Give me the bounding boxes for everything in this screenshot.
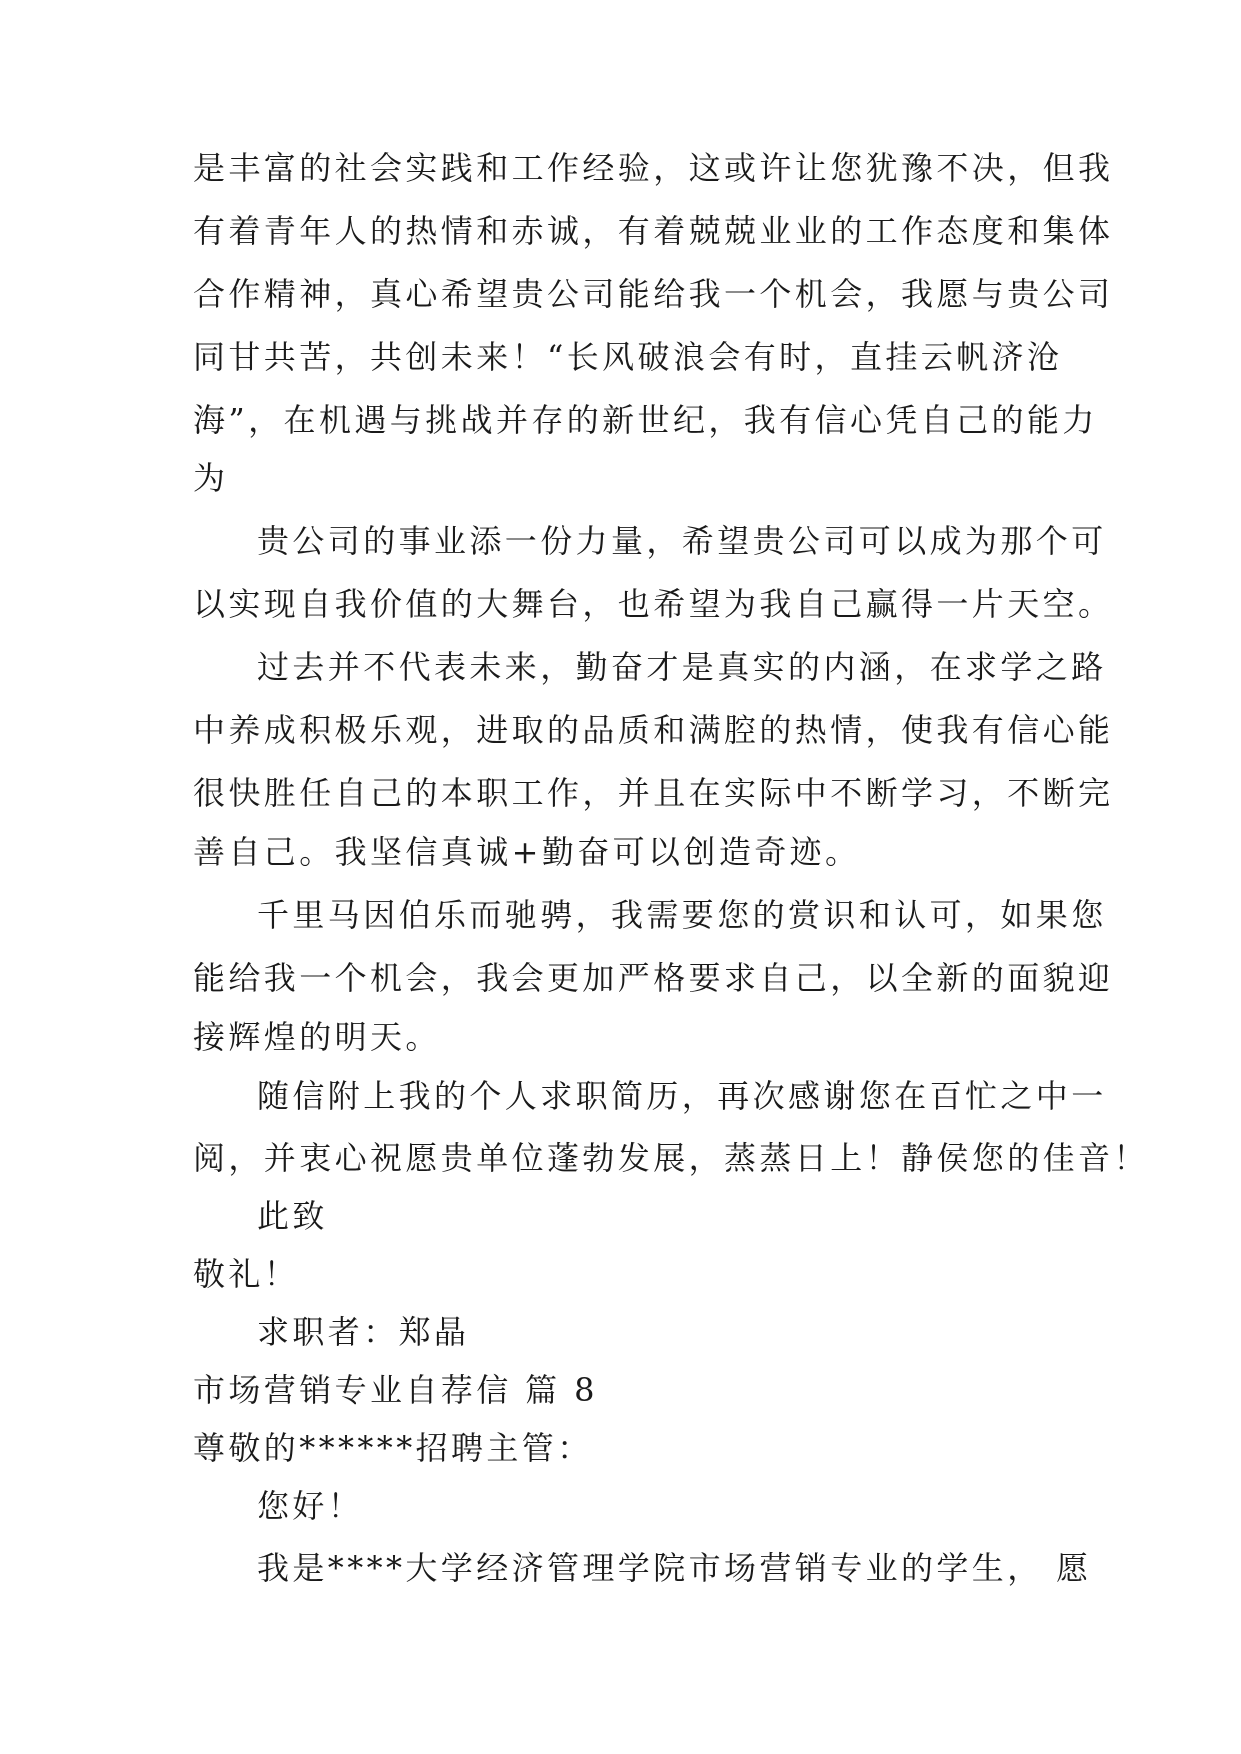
text-line: 接辉煌的明天。 [193,1018,441,1056]
text-line: 以实现自我价值的大舞台，也希望为我自己赢得一片天空。 [193,585,1114,623]
text-line: 随信附上我的个人求职简历，再次感谢您在百忙之中一 [257,1077,1107,1115]
text-line: 能给我一个机会，我会更加严格要求自己，以全新的面貌迎 [193,959,1114,997]
text-line: 千里马因伯乐而驰骋，我需要您的赏识和认可，如果您 [257,896,1107,934]
section-title: 市场营销专业自荐信 篇 8 [193,1371,598,1409]
text-line: 海”，在机遇与挑战并存的新世纪，我有信心凭自己的能力 [193,401,1098,439]
text-line: 很快胜任自己的本职工作，并且在实际中不断学习，不断完 [193,774,1114,812]
closing-regards: 敬礼！ [193,1255,300,1293]
text-line: 我是****大学经济管理学院市场营销专业的学生， 愿 [257,1549,1092,1587]
signature-line: 求职者：郑晶 [257,1313,470,1351]
text-line: 善自己。我坚信真诚+勤奋可以创造奇迹。 [193,833,861,871]
greeting-line: 您好！ [257,1487,364,1525]
text-line: 有着青年人的热情和赤诚，有着兢兢业业的工作态度和集体 [193,212,1114,250]
text-line: 阅，并衷心祝愿贵单位蓬勃发展，蒸蒸日上！静侯您的佳音！ [193,1139,1149,1177]
text-line: 过去并不代表未来，勤奋才是真实的内涵，在求学之路 [257,648,1107,686]
text-line: 为 [193,459,229,497]
closing-salutation: 此致 [257,1197,328,1235]
addressee-line: 尊敬的******招聘主管： [193,1429,593,1467]
text-line: 中养成积极乐观，进取的品质和满腔的热情，使我有信心能 [193,711,1114,749]
text-line: 同甘共苦，共创未来！“长风破浪会有时，直挂云帆济沧 [193,338,1063,376]
text-line: 合作精神，真心希望贵公司能给我一个机会，我愿与贵公司 [193,275,1114,313]
text-line: 是丰富的社会实践和工作经验，这或许让您犹豫不决，但我 [193,149,1114,187]
text-line: 贵公司的事业添一份力量，希望贵公司可以成为那个可 [257,522,1107,560]
